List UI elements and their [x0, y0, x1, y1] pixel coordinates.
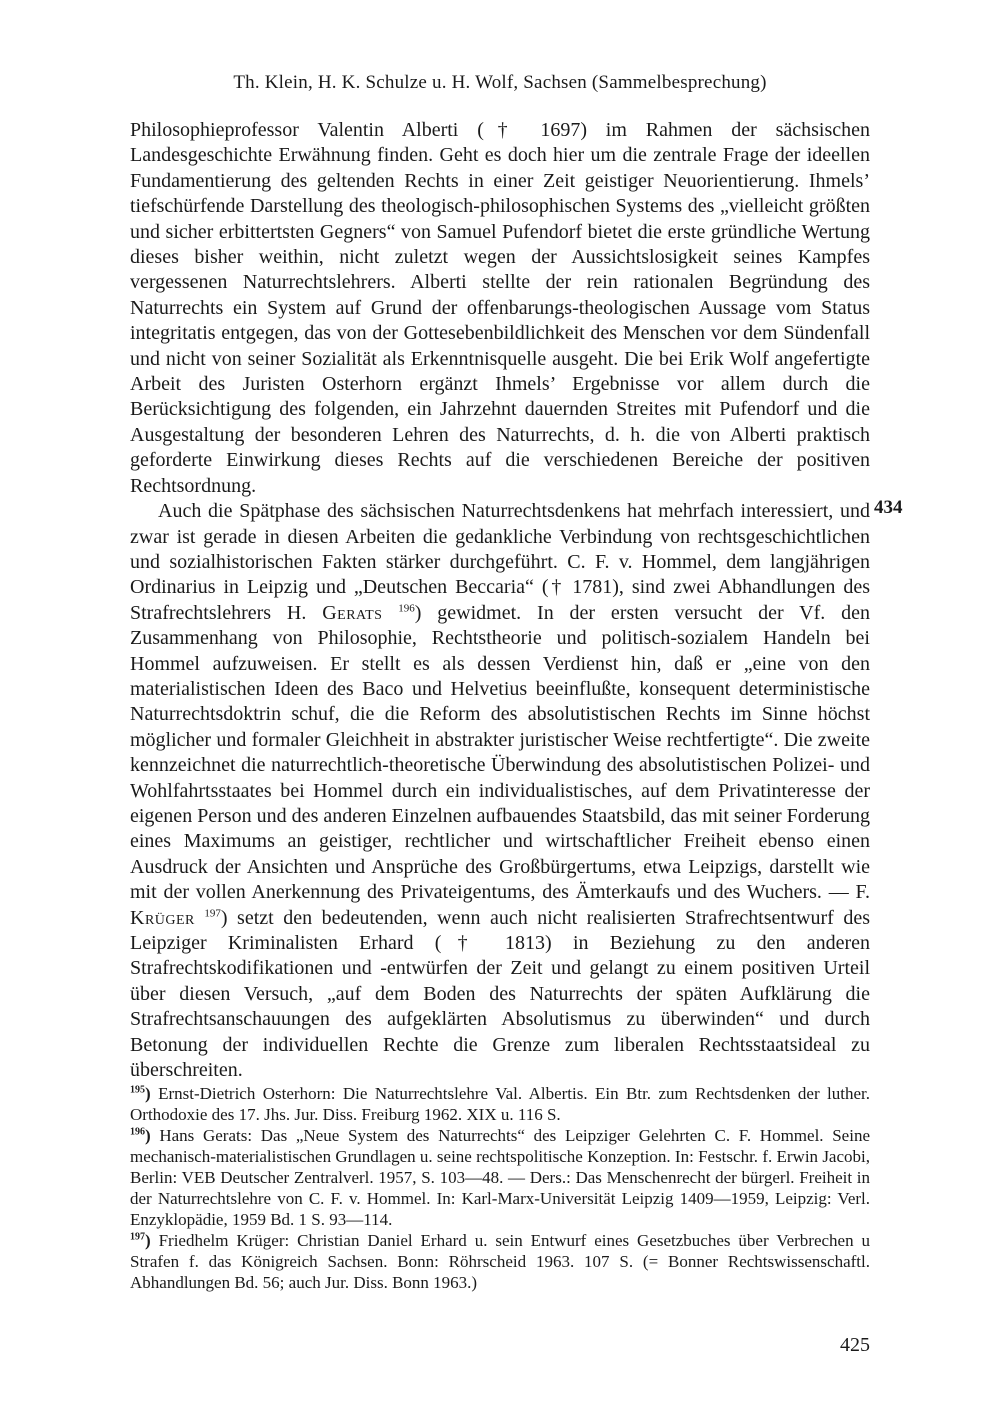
running-head: Th. Klein, H. K. Schulze u. H. Wolf, Sachsen (Sammelbesprechung) — [233, 72, 767, 93]
body-text — [130, 118, 870, 1083]
footnote-number: $^{197}$) — [130, 1231, 151, 1250]
footnote-text: Friedhelm Krüger: Christian Daniel Erhard u. sein Entwurf eines Gesetzbuches über Verbrechen u Strafen f. das Königreich Sachsen. Bonn: Röhrscheid 1963. 107 S. (= Bonner Rechtswissenschaftl. Abhandlungen Bd. 56; auch Jur. Diss. Bonn 1963.) — [130, 1231, 871, 1292]
footnotes — [130, 1083, 870, 1293]
author-name-krueger: Krüger — [130, 906, 195, 929]
footnote-text: Hans Gerats: Das „Neue System des Naturrechts“ des Leipziger Gelehrten C. F. Hommel. Seine mechanisch-materialistischen Grundlagen u. seine rechtspolitische Konzeption. In: Festschr. f. Erwin Jacobi, Berlin: VEB Deutscher Zentralverl. 1957, S. 103—48. — Ders.: Das Menschenrecht der bürgerl. Freiheit in der Naturrechtslehre von C. F. v. Hommel. In: Karl-Marx-Universität Leipzig 1409—1959, Leipzig: Verl. Enzyklopädie, 1959 Bd. 1 S. 93—114. — [130, 1126, 870, 1229]
footnote-196 — [130, 1125, 870, 1230]
paragraph-2 — [130, 499, 870, 1083]
footnote-ref-196[interactable]: 196 — [398, 602, 415, 615]
margin-number: 434 — [874, 497, 903, 518]
page-number: 425 — [840, 1334, 870, 1356]
author-name-gerats: Gerats — [322, 601, 383, 624]
paragraph-2-part-1: Auch die Spätphase des sächsischen Naturrechtsdenkens hat mehrfach interessiert, und zwar ist gerade in diesen Arbeiten die gedankliche Verbindung von rechtsgeschichtlichen und sozialhistorischen Fakten stärker durchgeführt. C. F. v. Hommel, dem langjährigen Ordinarius in Leipzig und „Deutschen Beccaria“ († 1781), sind zwei Abhandlungen des Strafrechtslehrers H. — [130, 500, 870, 624]
paragraph-1: Philosophieprofessor Valentin Alberti († 1697) im Rahmen der sächsischen Landesgeschichte Erwähnung finden. Geht es doch hier um die zentrale Frage der ideellen Fundamentierung des geltenden Rechts in einer Zeit geistiger Neuorientierung. Ihmels’ tiefschürfende Darstellung des theologisch-philosophischen Systems des „vielleicht größten und sicher erbittertsten Gegners“ von Samuel Pufendorf bietet die erste gründliche Wertung dieses bisher weithin, nicht zuletzt wegen der Aussichtslosigkeit seines Kampfes vergessenen Naturrechtslehrers. Alberti stellte der rein rationalen Begründung des Naturrechts ein System auf Grund der offenbarungs-theologischen Aussage vom Status integritatis entgegen, das von der Gottesebenbildlichkeit des Menschen vor dem Sündenfall und nicht von seiner Sozialität als Erkenntnisquelle ausgeht. Die bei Erik Wolf angefertigte Arbeit des Juristen Osterhorn ergänzt Ihmels’ Ergebnisse vor allem durch die Berücksichtigung des folgenden, ein Jahrzehnt dauernden Streites mit Pufendorf und die Ausgestaltung der besonderen Lehren des Naturrechts, d. h. die von Alberti praktisch geforderte Einwirkung dieses Rechts auf die verschiedenen Bereiche der positiven Rechtsordnung. — [130, 119, 870, 497]
footnote-195 — [130, 1083, 870, 1125]
footnote-number: $^{196}$) — [130, 1126, 151, 1145]
footnote-number: $^{195}$) — [130, 1084, 151, 1103]
footnote-text: Ernst-Dietrich Osterhorn: Die Naturrechtslehre Val. Albertis. Ein Btr. zum Rechtsdenken der luther. Orthodoxie des 17. Jhs. Jur. Diss. Freiburg 1962. XIX u. 116 S. — [130, 1084, 870, 1124]
paragraph-2-part-2: ) gewidmet. In der ersten versucht der Vf. den Zusammenhang von Philosophie, Rechtstheorie und politisch-sozialem Handeln bei Hommel aufzuweisen. Er stellt es als dessen Verdienst hin, daß er „eine von den materialistischen Ideen des Baco und Helvetius beeinflußte, konsequent deterministische Naturrechtsdoktrin schuf, die die Reform des absolutistischen Rechts im Sinne höchst möglicher und formaler Gleichheit in abstrakter juristischer Weise rechtfertigte“. Die zweite kennzeichnet die naturrechtlich-theoretische Überwindung des absolutistischen Polizei- und Wohlfahrtsstaates bei Hommel durch ein individualistisches, auf dem Privatinteresse der eigenen Person und des anderen Einzelnen aufbauendes Staatsbild, das mit seiner Forderung eines Maximums an geistiger, rechtlicher und wirtschaftlicher Freiheit ebenso einen Ausdruck der Ansichten und Ansprüche des Großbürgertums, etwa Leipzigs, darstellt wie mit der vollen Anerkennung des Privateigentums, des Ämterkaufs und des Wuchers. — F. — [130, 601, 871, 904]
footnote-197 — [130, 1230, 870, 1293]
footnote-ref-197[interactable]: 197 — [204, 906, 221, 919]
paragraph-2-part-3: ) setzt den bedeutenden, wenn auch nicht realisierten Strafrechtsentwurf des Leipziger Kriminalisten Erhard († 1813) in Beziehung zu den anderen Strafrechtskodifikationen und -entwürfen der Zeit und gelangt zu einem positiven Urteil über diesen Versuch, „auf dem Boden des Naturrechts der späten Aufklärung die Strafrechtsanschauungen des aufgeklärten Absolutismus zu überwinden“ und durch Betonung der individuellen Rechte die Grenze zum liberalen Rechtsstaatsideal zu überschreiten. — [130, 906, 870, 1082]
